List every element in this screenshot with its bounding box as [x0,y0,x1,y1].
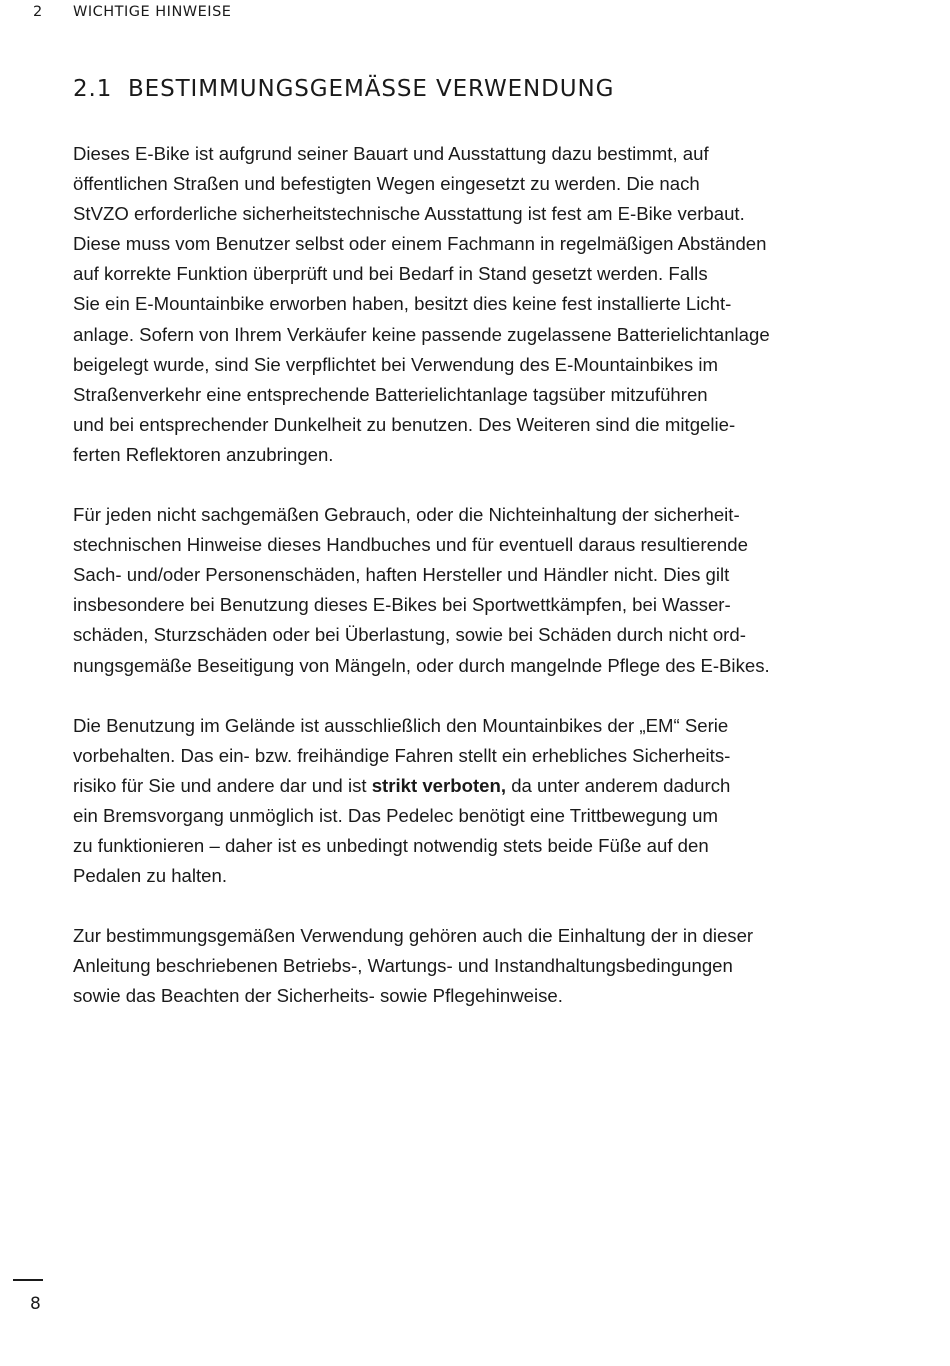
text-line: auf korrekte Funktion überprüft und bei Bedarf in Stand gesetzt werden. Falls [73,263,708,285]
text-line: ein Bremsvorgang unmöglich ist. Das Pedelec benötigt eine Trittbewegung um [73,804,718,826]
text-line: StVZO erforderliche sicherheitstechnische Ausstattung ist fest am E-Bike verbaut. [73,203,745,225]
section-number: 2.1 [73,76,113,102]
paragraph-liability [73,500,833,681]
text-line: anlage. Sofern von Ihrem Verkäufer keine passende zugelassene Batterielichtanlage [73,323,770,345]
text-line: Diese muss vom Benutzer selbst oder einem Fachmann in regelmäßigen Abständen [73,233,767,255]
text-line: Pedalen zu halten. [73,865,228,887]
text-line: öffentlichen Straßen und befestigten Wegen eingesetzt zu werden. Die nach [73,173,700,195]
text-line: Anleitung beschriebenen Betriebs-, Wartungs- und Instandhaltungsbedingungen [73,955,733,977]
page-number: 8 [30,1294,41,1314]
body-text [73,139,833,1041]
text-line: Die Benutzung im Gelände ist ausschließlich den Mountainbikes der „EM“ Serie [73,714,729,736]
paragraph-operating-conditions [73,921,833,1011]
chapter-title: WICHTIGE HINWEISE [73,4,232,20]
chapter-number: 2 [33,4,43,20]
text-line: zu funktionieren – daher ist es unbedingt notwendig stets beide Füße auf den [73,834,709,856]
text-segment: da unter anderem dadurch [506,774,731,796]
paragraph-terrain-use [73,711,833,892]
text-line: und bei entsprechender Dunkelheit zu benutzen. Des Weiteren sind die mitgelie- [73,413,736,435]
text-line: Straßenverkehr eine entsprechende Batterielichtanlage tagsüber mitzuführen [73,383,708,405]
section-title: BESTIMMUNGSGEMÄSSE VERWENDUNG [128,76,615,102]
text-segment: risiko für Sie und andere dar und ist [73,774,372,796]
text-line: Zur bestimmungsgemäßen Verwendung gehören auch die Einhaltung der in dieser [73,925,754,947]
text-line: Für jeden nicht sachgemäßen Gebrauch, oder die Nichteinhaltung der sicherheit- [73,504,740,526]
text-line: ferten Reflektoren anzubringen. [73,443,334,465]
paragraph-intended-use [73,139,833,470]
text-line: Sach- und/oder Personenschäden, haften Hersteller und Händler nicht. Dies gilt [73,564,730,586]
text-line: beigelegt wurde, sind Sie verpflichtet bei Verwendung des E-Mountainbikes im [73,353,718,375]
text-line: stechnischen Hinweise dieses Handbuches und für eventuell daraus resultierende [73,534,748,556]
text-line: nungsgemäße Beseitigung von Mängeln, oder durch mangelnde Pflege des E-Bikes. [73,654,770,676]
text-line: Sie ein E-Mountainbike erworben haben, besitzt dies keine fest installierte Licht- [73,293,732,315]
strict-prohibition-emphasis: strikt verboten, [371,774,507,796]
footer-rule [13,1279,43,1281]
text-line: schäden, Sturzschäden oder bei Überlastung, sowie bei Schäden durch nicht ord- [73,624,746,646]
section-heading [73,76,614,102]
running-header [33,4,231,20]
text-line: Dieses E-Bike ist aufgrund seiner Bauart und Ausstattung dazu bestimmt, auf [73,143,709,164]
text-line-with-emphasis [73,771,833,801]
text-line: sowie das Beachten der Sicherheits- sowie Pflegehinweise. [73,985,563,1007]
text-line: insbesondere bei Benutzung dieses E-Bikes bei Sportwettkämpfen, bei Wasser- [73,594,731,616]
text-line: vorbehalten. Das ein- bzw. freihändige Fahren stellt ein erhebliches Sicherheits- [73,744,731,766]
